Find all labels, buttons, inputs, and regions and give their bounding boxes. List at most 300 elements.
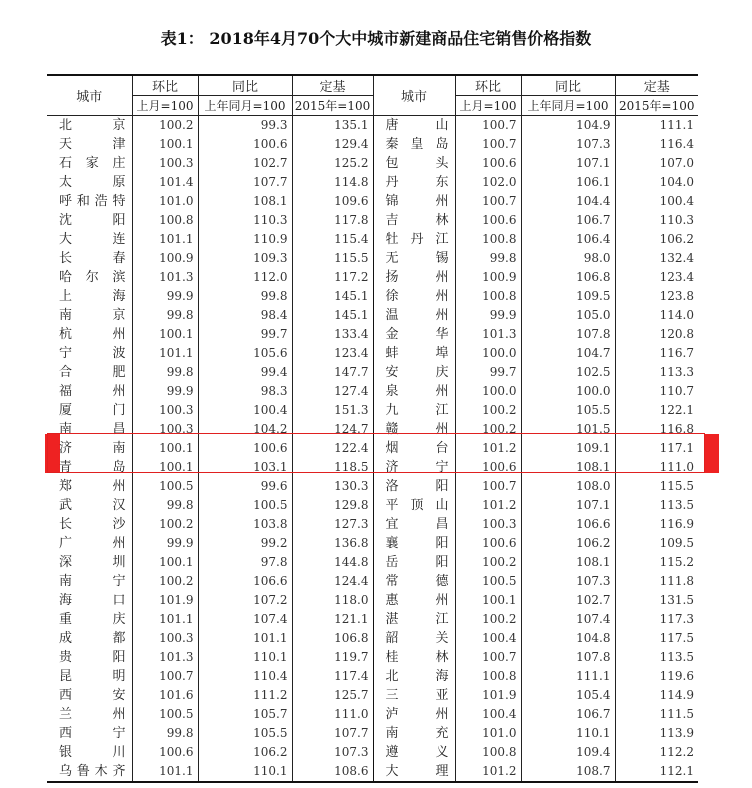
yoy-value: 110.9 [198,230,292,249]
table-row [47,648,698,667]
table-row [47,572,698,591]
mom-value: 100.2 [132,572,198,591]
base-value: 147.7 [292,363,373,382]
city-name: 昆明 [59,669,126,684]
yoy-value: 108.7 [521,762,615,782]
mom-value: 101.2 [455,496,521,515]
base-value: 127.3 [292,515,373,534]
yoy-value: 107.1 [521,154,615,173]
yoy-value: 106.7 [521,211,615,230]
yoy-value: 108.1 [521,458,615,477]
mom-value: 100.3 [132,420,198,439]
base-value: 115.2 [615,553,698,572]
mom-value: 99.7 [455,363,521,382]
city-name: 泸州 [373,705,455,724]
city-name: 济南 [59,441,126,456]
city-name: 合肥 [59,365,126,380]
highlight-marker-right [704,434,719,473]
base-value: 109.6 [292,192,373,211]
yoy-value: 100.0 [521,382,615,401]
base-value: 117.1 [615,439,698,458]
mom-value: 99.9 [132,534,198,553]
mom-value: 99.9 [132,287,198,306]
col-header-yoy: 同比 [521,75,615,96]
yoy-value: 112.0 [198,268,292,287]
mom-value: 101.9 [455,686,521,705]
yoy-value: 102.5 [521,363,615,382]
base-value: 111.5 [615,705,698,724]
base-value: 106.8 [292,629,373,648]
yoy-value: 106.1 [521,173,615,192]
col-header-yoy: 同比 [198,75,292,96]
yoy-value: 98.3 [198,382,292,401]
yoy-value: 110.1 [198,648,292,667]
mom-value: 100.6 [455,534,521,553]
base-value: 124.4 [292,572,373,591]
base-value: 111.0 [615,458,698,477]
base-value: 113.9 [615,724,698,743]
yoy-value: 107.2 [198,591,292,610]
yoy-value: 110.4 [198,667,292,686]
city-name: 三亚 [373,686,455,705]
city-name: 锦州 [373,192,455,211]
table-row [47,610,698,629]
mom-value: 101.0 [132,192,198,211]
base-value: 117.4 [292,667,373,686]
mom-value: 100.8 [455,743,521,762]
mom-value: 100.3 [455,515,521,534]
city-name: 宜昌 [373,515,455,534]
table-row [47,154,698,173]
yoy-value: 99.7 [198,325,292,344]
city-name: 天津 [59,137,126,152]
mom-value: 100.8 [455,287,521,306]
table-row [47,173,698,192]
yoy-value: 110.1 [198,762,292,782]
mom-value: 100.1 [132,458,198,477]
table-row [47,667,698,686]
base-value: 123.8 [615,287,698,306]
table-row [47,686,698,705]
yoy-value: 99.2 [198,534,292,553]
mom-value: 101.0 [455,724,521,743]
yoy-value: 105.0 [521,306,615,325]
mom-value: 100.4 [455,629,521,648]
base-value: 115.5 [615,477,698,496]
base-value: 112.2 [615,743,698,762]
col-header-mom: 环比 [455,75,521,96]
mom-value: 100.6 [455,458,521,477]
base-value: 125.7 [292,686,373,705]
mom-value: 100.2 [455,553,521,572]
yoy-value: 98.4 [198,306,292,325]
city-name: 贵阳 [59,650,126,665]
city-name: 银川 [59,745,126,760]
mom-value: 100.5 [455,572,521,591]
base-value: 151.3 [292,401,373,420]
mom-value: 101.3 [132,648,198,667]
city-name: 宁波 [59,346,126,361]
city-name: 北海 [373,667,455,686]
city-name: 成都 [59,631,126,646]
city-name: 郑州 [59,479,126,494]
base-value: 107.0 [615,154,698,173]
table-row [47,591,698,610]
yoy-value: 107.8 [521,325,615,344]
city-name: 海口 [59,593,126,608]
base-value: 114.0 [615,306,698,325]
base-value: 113.3 [615,363,698,382]
city-name: 泉州 [373,382,455,401]
mom-value: 100.2 [455,401,521,420]
price-index-table [47,74,698,783]
yoy-value: 103.1 [198,458,292,477]
subheader-mom: 上月=100 [455,96,521,116]
col-header-city: 城市 [47,75,132,116]
city-name: 襄阳 [373,534,455,553]
table-row [47,477,698,496]
subheader-row [47,96,698,116]
base-value: 135.1 [292,116,373,136]
yoy-value: 106.7 [521,705,615,724]
table-row [47,439,698,458]
mom-value: 101.1 [132,762,198,782]
table-row [47,230,698,249]
yoy-value: 100.5 [198,496,292,515]
table-row [47,382,698,401]
base-value: 120.8 [615,325,698,344]
yoy-value: 110.3 [198,211,292,230]
mom-value: 99.9 [132,382,198,401]
city-name: 上海 [59,289,126,304]
mom-value: 100.2 [132,515,198,534]
city-name: 温州 [373,306,455,325]
base-value: 136.8 [292,534,373,553]
city-name: 厦门 [59,403,126,418]
mom-value: 100.9 [455,268,521,287]
city-name: 赣州 [373,420,455,439]
base-value: 110.3 [615,211,698,230]
table-row [47,211,698,230]
mom-value: 100.7 [455,116,521,136]
base-value: 117.8 [292,211,373,230]
city-name: 南昌 [59,422,126,437]
base-value: 145.1 [292,306,373,325]
city-name: 长春 [59,251,126,266]
table-row [47,192,698,211]
mom-value: 100.1 [132,439,198,458]
table-row [47,762,698,782]
yoy-value: 105.6 [198,344,292,363]
mom-value: 100.9 [132,249,198,268]
mom-value: 100.7 [455,192,521,211]
header-row [47,75,698,96]
base-value: 121.1 [292,610,373,629]
yoy-value: 104.9 [521,116,615,136]
mom-value: 100.0 [455,382,521,401]
base-value: 116.9 [615,515,698,534]
mom-value: 100.3 [132,154,198,173]
base-value: 144.8 [292,553,373,572]
yoy-value: 98.0 [521,249,615,268]
city-name: 长沙 [59,517,126,532]
mom-value: 99.8 [132,496,198,515]
yoy-value: 105.7 [198,705,292,724]
city-name: 济宁 [373,458,455,477]
mom-value: 100.1 [455,591,521,610]
mom-value: 100.3 [132,629,198,648]
city-name: 扬州 [373,268,455,287]
yoy-value: 106.2 [521,534,615,553]
base-value: 145.1 [292,287,373,306]
yoy-value: 111.2 [198,686,292,705]
city-name: 深圳 [59,555,126,570]
city-name: 南充 [373,724,455,743]
table-row [47,306,698,325]
mom-value: 100.1 [132,135,198,154]
base-value: 117.2 [292,268,373,287]
mom-value: 101.9 [132,591,198,610]
table-row [47,401,698,420]
table-row [47,249,698,268]
yoy-value: 99.3 [198,116,292,136]
city-name: 南京 [59,308,126,323]
mom-value: 101.6 [132,686,198,705]
city-name: 无锡 [373,249,455,268]
yoy-value: 109.5 [521,287,615,306]
base-value: 129.8 [292,496,373,515]
base-value: 113.5 [615,648,698,667]
table-row [47,629,698,648]
mom-value: 101.4 [132,173,198,192]
city-name: 九江 [373,401,455,420]
table-row [47,743,698,762]
col-header-base: 定基 [292,75,373,96]
table-row [47,515,698,534]
table-title: 表1： 2018年4月70个大中城市新建商品住宅销售价格指数 [160,29,592,48]
yoy-value: 97.8 [198,553,292,572]
city-name: 青岛 [59,460,126,475]
base-value: 127.4 [292,382,373,401]
table-row [47,135,698,154]
yoy-value: 110.1 [521,724,615,743]
yoy-value: 106.6 [198,572,292,591]
mom-value: 100.2 [455,610,521,629]
base-value: 118.0 [292,591,373,610]
city-name: 蚌埠 [373,344,455,363]
city-name: 桂林 [373,648,455,667]
yoy-value: 100.6 [198,135,292,154]
city-name: 沈阳 [59,213,126,228]
city-name: 哈尔滨 [59,270,126,285]
table-row [47,363,698,382]
col-header-base: 定基 [615,75,698,96]
yoy-value: 107.8 [521,648,615,667]
city-name: 烟台 [373,439,455,458]
base-value: 123.4 [615,268,698,287]
base-value: 124.7 [292,420,373,439]
base-value: 113.5 [615,496,698,515]
yoy-value: 104.7 [521,344,615,363]
city-name: 大理 [373,762,455,782]
mom-value: 100.6 [132,743,198,762]
city-name: 石家庄 [59,156,126,171]
mom-value: 100.7 [455,648,521,667]
city-name: 徐州 [373,287,455,306]
base-value: 107.7 [292,724,373,743]
yoy-value: 106.2 [198,743,292,762]
yoy-value: 108.0 [521,477,615,496]
table-row [47,116,698,136]
mom-value: 101.1 [132,610,198,629]
yoy-value: 99.8 [198,287,292,306]
yoy-value: 104.2 [198,420,292,439]
mom-value: 102.0 [455,173,521,192]
mom-value: 100.0 [455,344,521,363]
yoy-value: 100.6 [198,439,292,458]
mom-value: 100.8 [455,667,521,686]
city-name: 南宁 [59,574,126,589]
mom-value: 100.8 [132,211,198,230]
yoy-value: 104.4 [521,192,615,211]
mom-value: 100.4 [455,705,521,724]
mom-value: 100.7 [455,477,521,496]
yoy-value: 107.4 [198,610,292,629]
city-name: 常德 [373,572,455,591]
yoy-value: 102.7 [198,154,292,173]
base-value: 107.3 [292,743,373,762]
mom-value: 101.1 [132,230,198,249]
base-value: 117.5 [615,629,698,648]
city-name: 杭州 [59,327,126,342]
yoy-value: 107.7 [198,173,292,192]
mom-value: 100.8 [455,230,521,249]
city-name: 福州 [59,384,126,399]
yoy-value: 103.8 [198,515,292,534]
yoy-value: 105.5 [198,724,292,743]
city-name: 大连 [59,232,126,247]
base-value: 122.4 [292,439,373,458]
table-row [47,268,698,287]
base-value: 123.4 [292,344,373,363]
city-name: 牡丹江 [373,230,455,249]
subheader-yoy: 上年同月=100 [198,96,292,116]
base-value: 133.4 [292,325,373,344]
city-name: 遵义 [373,743,455,762]
table-row [47,705,698,724]
base-value: 125.2 [292,154,373,173]
yoy-value: 109.3 [198,249,292,268]
base-value: 114.8 [292,173,373,192]
yoy-value: 99.6 [198,477,292,496]
city-name: 湛江 [373,610,455,629]
subheader-base: 2015年=100 [292,96,373,116]
yoy-value: 104.8 [521,629,615,648]
base-value: 119.6 [615,667,698,686]
city-name: 广州 [59,536,126,551]
yoy-value: 99.4 [198,363,292,382]
city-name: 重庆 [59,612,126,627]
col-header-city: 城市 [373,75,455,116]
base-value: 115.4 [292,230,373,249]
yoy-value: 106.4 [521,230,615,249]
yoy-value: 101.5 [521,420,615,439]
subheader-yoy: 上年同月=100 [521,96,615,116]
base-value: 114.9 [615,686,698,705]
city-name: 惠州 [373,591,455,610]
city-name: 唐山 [373,116,455,136]
yoy-value: 109.1 [521,439,615,458]
yoy-value: 102.7 [521,591,615,610]
base-value: 109.5 [615,534,698,553]
table-row [47,287,698,306]
city-name: 北京 [59,118,126,133]
mom-value: 100.6 [455,211,521,230]
city-name: 洛阳 [373,477,455,496]
table-row [47,496,698,515]
mom-value: 100.7 [455,135,521,154]
base-value: 132.4 [615,249,698,268]
mom-value: 100.1 [132,553,198,572]
base-value: 118.5 [292,458,373,477]
yoy-value: 107.3 [521,135,615,154]
base-value: 111.1 [615,116,698,136]
city-name: 丹东 [373,173,455,192]
city-name: 兰州 [59,707,126,722]
yoy-value: 101.1 [198,629,292,648]
table-row [47,344,698,363]
table-row [47,534,698,553]
city-name: 韶关 [373,629,455,648]
base-value: 130.3 [292,477,373,496]
yoy-value: 107.4 [521,610,615,629]
base-value: 116.4 [615,135,698,154]
table-row [47,724,698,743]
yoy-value: 107.1 [521,496,615,515]
mom-value: 100.2 [455,420,521,439]
city-name: 呼和浩特 [59,194,126,209]
yoy-value: 111.1 [521,667,615,686]
base-value: 104.0 [615,173,698,192]
city-name: 岳阳 [373,553,455,572]
mom-value: 100.3 [132,401,198,420]
base-value: 111.0 [292,705,373,724]
base-value: 131.5 [615,591,698,610]
yoy-value: 105.5 [521,401,615,420]
mom-value: 101.2 [455,439,521,458]
yoy-value: 109.4 [521,743,615,762]
base-value: 119.7 [292,648,373,667]
city-name: 武汉 [59,498,126,513]
mom-value: 100.1 [132,325,198,344]
city-name: 包头 [373,154,455,173]
city-name: 平顶山 [373,496,455,515]
table-row [47,553,698,572]
yoy-value: 106.6 [521,515,615,534]
table-row [47,420,698,439]
mom-value: 99.8 [455,249,521,268]
table-row [47,458,698,477]
base-value: 116.8 [615,420,698,439]
base-value: 129.4 [292,135,373,154]
col-header-mom: 环比 [132,75,198,96]
mom-value: 100.5 [132,477,198,496]
base-value: 110.7 [615,382,698,401]
mom-value: 100.6 [455,154,521,173]
city-name: 西宁 [59,726,126,741]
mom-value: 100.5 [132,705,198,724]
mom-value: 100.2 [132,116,198,136]
